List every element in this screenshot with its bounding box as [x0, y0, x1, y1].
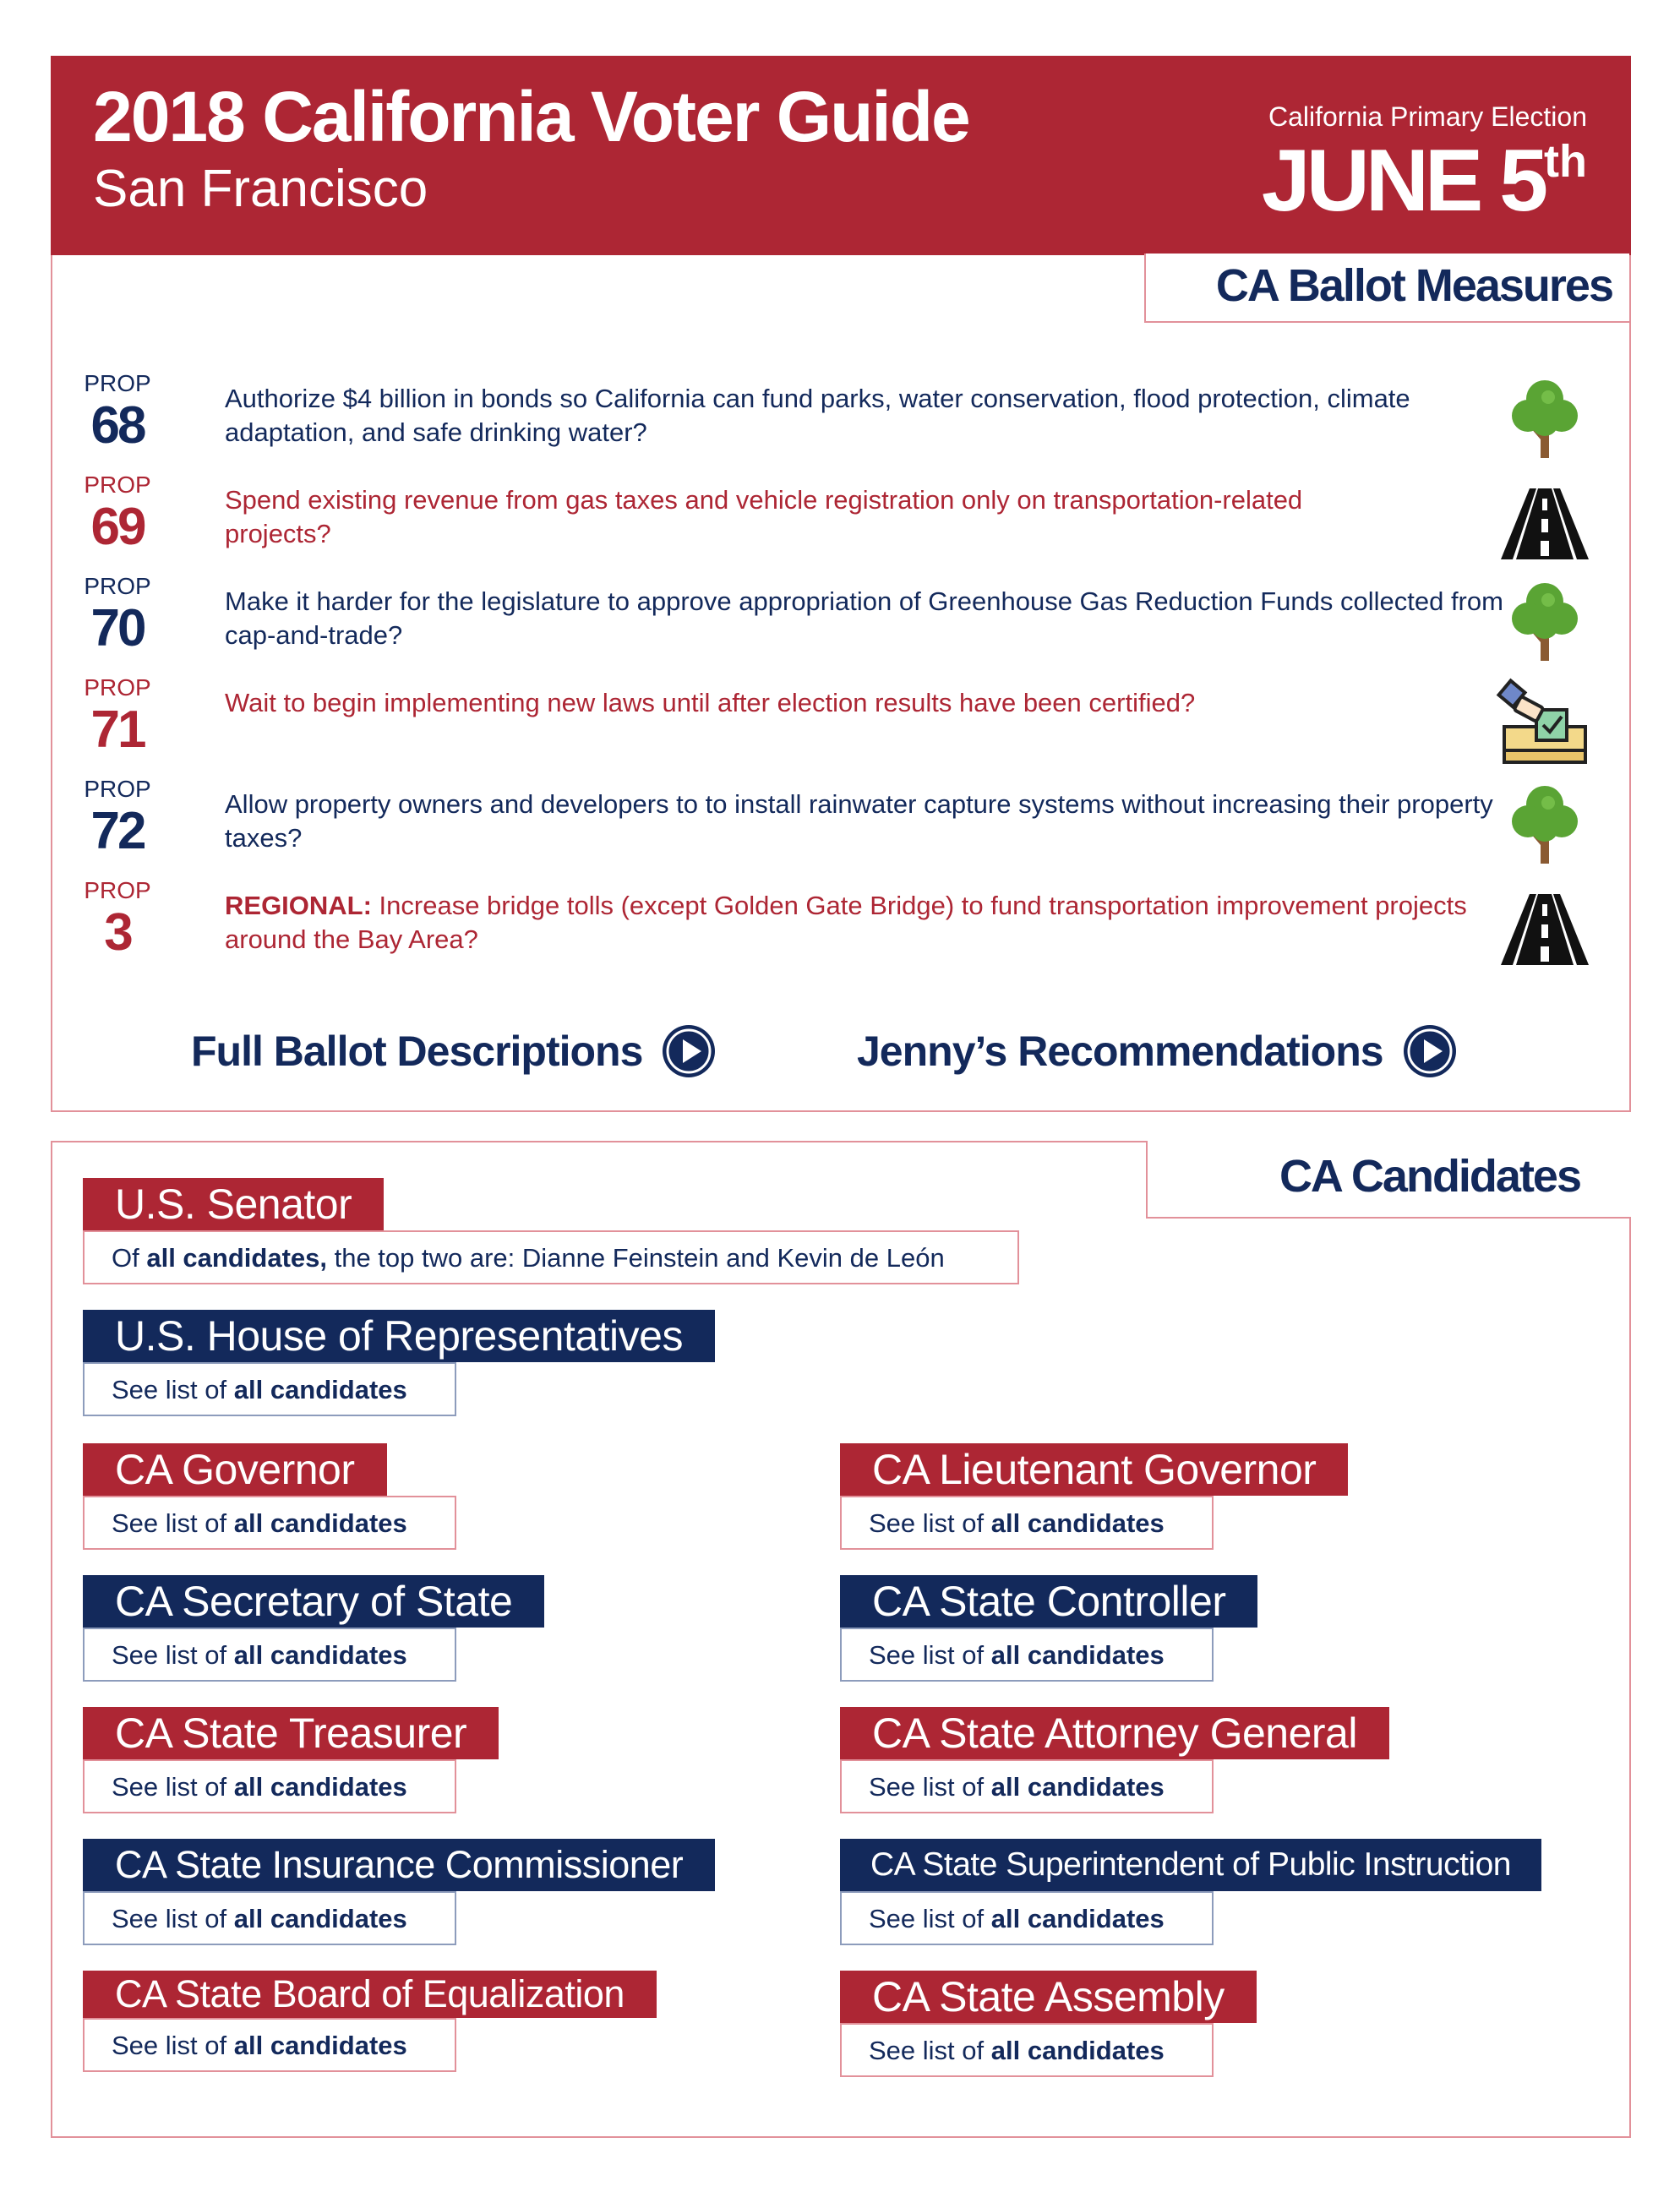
link-bold: all candidates: [233, 1508, 407, 1538]
header-banner: [51, 56, 1631, 255]
office-us-house: [83, 1310, 715, 1416]
office-ca-state-attorney-general: [840, 1707, 1389, 1813]
governor-candidates-link[interactable]: [83, 1496, 456, 1550]
road-icon: [1494, 475, 1595, 568]
road-icon: [1494, 881, 1595, 973]
office-ca-state-superintendent: [840, 1839, 1541, 1945]
link-bold: all candidates: [990, 2036, 1165, 2065]
office-ca-state-board-of-equalization: [83, 1971, 657, 2072]
link-bold: all candidates: [990, 1640, 1165, 1670]
link-bold: all candidates: [990, 1904, 1165, 1933]
prop-row-72: [52, 776, 1631, 872]
prop-description: [225, 889, 1526, 957]
office-ca-governor: [83, 1443, 456, 1550]
controller-candidates-link[interactable]: [840, 1628, 1214, 1682]
candidates-section: [51, 1141, 1631, 2138]
office-title: CA State Treasurer: [83, 1707, 499, 1759]
link-prefix: See list of: [112, 1772, 234, 1802]
prop-label: PROP: [84, 674, 151, 701]
link-prefix: See list of: [869, 1640, 991, 1670]
link-bold: all candidates: [990, 1772, 1165, 1802]
election-date-main: JUNE 5: [1261, 132, 1545, 230]
treasurer-candidates-link[interactable]: [83, 1759, 456, 1813]
assembly-candidates-link[interactable]: [840, 2023, 1214, 2077]
prop-label: PROP: [84, 776, 151, 802]
office-title: CA State Assembly: [840, 1971, 1257, 2023]
full-ballot-descriptions-link[interactable]: [191, 1022, 717, 1080]
office-ca-secretary-of-state: [83, 1575, 544, 1682]
tree-icon: [1494, 779, 1595, 872]
link-bold: all candidates: [233, 1904, 407, 1933]
link-prefix: Of: [112, 1243, 147, 1273]
office-title: CA Governor: [83, 1443, 387, 1496]
ballot-box-icon: [1494, 678, 1595, 771]
office-ca-lieutenant-governor: [840, 1443, 1348, 1550]
office-us-senator: [83, 1178, 1019, 1284]
link-prefix: See list of: [112, 1375, 234, 1404]
office-ca-state-treasurer: [83, 1707, 499, 1813]
candidates-heading: CA Candidates: [1146, 1141, 1631, 1219]
election-label: California Primary Election: [1268, 101, 1587, 132]
prop-description: Make it harder for the legislature to approve appropriation of Greenhouse Gas Reduction Funds collected from cap-and-trade?: [225, 586, 1503, 650]
office-ca-state-controller: [840, 1575, 1257, 1682]
link-bold: all candidates: [990, 1508, 1165, 1538]
page-subtitle: San Francisco: [93, 160, 428, 218]
office-title: CA Lieutenant Governor: [840, 1443, 1348, 1496]
office-title: CA State Board of Equalization: [83, 1971, 657, 2018]
tree-icon: [1494, 576, 1595, 669]
prop-description-text: Increase bridge tolls (except Golden Gate Bridge) to fund transportation improvement projects around the Bay Area?: [225, 891, 1467, 954]
link-prefix: See list of: [112, 1508, 234, 1538]
office-title: CA Secretary of State: [83, 1575, 544, 1628]
prop-regional-label: REGIONAL:: [225, 891, 372, 920]
link-prefix: See list of: [869, 1904, 991, 1933]
link-bold: all candidates: [233, 1375, 407, 1404]
senator-candidates-link[interactable]: [83, 1230, 1019, 1284]
prop-number: 68: [90, 396, 145, 455]
office-title: U.S. Senator: [83, 1178, 384, 1230]
ballot-measures-section: [51, 255, 1631, 1112]
board-of-equalization-candidates-link[interactable]: [83, 2018, 456, 2072]
prop-label: PROP: [84, 573, 151, 599]
link-prefix: See list of: [112, 1904, 234, 1933]
link-prefix: See list of: [112, 2031, 234, 2060]
prop-description: Wait to begin implementing new laws until after election results have been certified?: [225, 688, 1196, 717]
prop-number: 70: [90, 599, 145, 657]
prop-row-71: [52, 674, 1631, 771]
office-title: CA State Insurance Commissioner: [83, 1839, 715, 1891]
office-title: U.S. House of Representatives: [83, 1310, 715, 1362]
prop-label: PROP: [84, 370, 151, 396]
link-prefix: See list of: [112, 1640, 234, 1670]
prop-row-3: [52, 877, 1631, 973]
prop-number: 3: [104, 903, 131, 962]
link-prefix: See list of: [869, 1772, 991, 1802]
house-candidates-link[interactable]: [83, 1362, 456, 1416]
office-ca-state-insurance-commissioner: [83, 1839, 715, 1945]
prop-number: 71: [90, 701, 145, 759]
attorney-general-candidates-link[interactable]: [840, 1759, 1214, 1813]
election-date-suffix: th: [1544, 136, 1587, 187]
link-bold: all candidates: [233, 1640, 407, 1670]
prop-row-68: [52, 370, 1631, 466]
link-prefix: See list of: [869, 1508, 991, 1538]
prop-row-70: [52, 573, 1631, 669]
office-ca-state-assembly: [840, 1971, 1257, 2077]
prop-label: PROP: [84, 472, 151, 498]
ballot-measures-heading: CA Ballot Measures: [1144, 254, 1629, 323]
tree-icon: [1494, 374, 1595, 466]
play-circle-icon: [661, 1023, 717, 1079]
secretary-of-state-candidates-link[interactable]: [83, 1628, 456, 1682]
full-ballot-descriptions-label: Full Ballot Descriptions: [191, 1028, 643, 1075]
prop-label: PROP: [84, 877, 151, 903]
lt-governor-candidates-link[interactable]: [840, 1496, 1214, 1550]
prop-number: 69: [90, 498, 145, 556]
superintendent-candidates-link[interactable]: [840, 1891, 1214, 1945]
prop-description: Allow property owners and developers to to install rainwater capture systems without increasing their property taxes?: [225, 789, 1493, 853]
jennys-recommendations-label: Jenny’s Recommendations: [857, 1028, 1383, 1075]
office-title: CA State Attorney General: [840, 1707, 1389, 1759]
link-bold: all candidates,: [146, 1243, 327, 1273]
link-rest: the top two are: Dianne Feinstein and Kevin de León: [326, 1243, 945, 1273]
prop-description: Spend existing revenue from gas taxes and vehicle registration only on transportation-related projects?: [225, 485, 1303, 548]
link-bold: all candidates: [233, 1772, 407, 1802]
jennys-recommendations-link[interactable]: [857, 1022, 1458, 1080]
prop-number: 72: [90, 802, 145, 860]
office-title: CA State Superintendent of Public Instruction: [840, 1839, 1541, 1891]
insurance-commissioner-candidates-link[interactable]: [83, 1891, 456, 1945]
election-date: [1261, 132, 1587, 230]
link-bold: all candidates: [233, 2031, 407, 2060]
page-title: 2018 California Voter Guide: [93, 77, 969, 156]
play-circle-icon: [1402, 1023, 1458, 1079]
prop-row-69: [52, 472, 1631, 568]
prop-description: Authorize $4 billion in bonds so California can fund parks, water conservation, flood protection, climate adaptation, and safe drinking water?: [225, 384, 1410, 447]
office-title: CA State Controller: [840, 1575, 1257, 1628]
link-prefix: See list of: [869, 2036, 991, 2065]
